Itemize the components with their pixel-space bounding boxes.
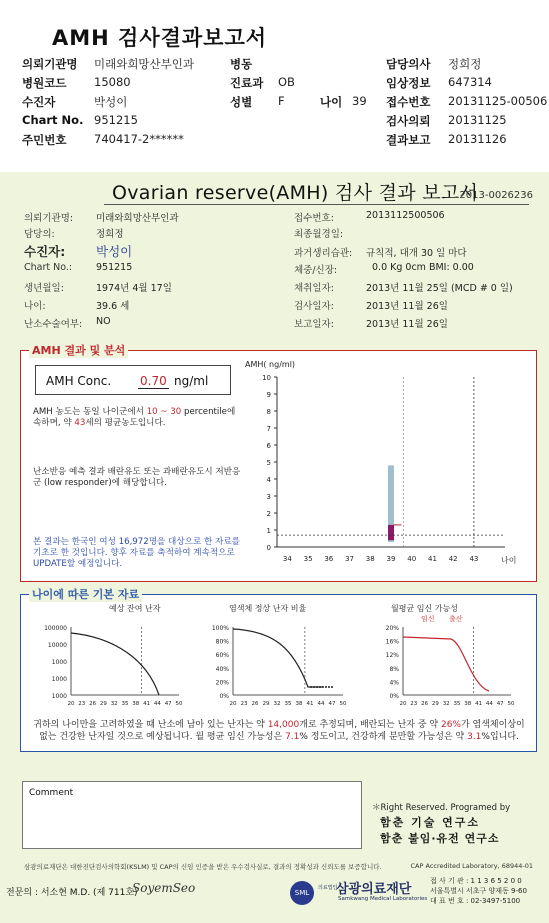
y-tick-label: 6	[266, 442, 271, 450]
age-section-heading: 나이에 따른 기본 자료	[29, 586, 142, 602]
header-value-chart-no: 951215	[94, 113, 138, 127]
y-tick-label: 3	[266, 493, 271, 501]
sml-logo-icon: SML	[290, 881, 314, 905]
mini-chart-curve	[71, 633, 159, 695]
x-tick-label: 41	[427, 555, 437, 563]
mini-y-tick-label: 0%	[219, 693, 229, 700]
lab-contact-address: 서울특별시 서초구 양재동 9-60	[430, 887, 527, 895]
x-tick-label: 38	[365, 555, 375, 563]
mini-x-tick-label: 35	[284, 701, 292, 707]
header-label-clinical-info: 임상정보	[386, 76, 431, 90]
mini-x-tick-label: 35	[453, 701, 461, 707]
amh-text-part: 세의 평균농도입니다.	[85, 418, 166, 428]
mini-x-tick-label: 35	[121, 701, 129, 707]
summary-abnormal-rate: 26%	[440, 720, 461, 730]
mini-y-tick-label: 20%	[215, 679, 229, 687]
info-label: 채취일자:	[294, 283, 334, 294]
mini-chart-point	[310, 686, 312, 688]
mini-x-tick-label: 32	[273, 701, 281, 707]
info-value: 2013년 11월 25일 (MCD # 0 일)	[366, 283, 513, 294]
mini-x-tick-label: 32	[442, 701, 450, 707]
mini-x-tick-label: 41	[143, 701, 151, 707]
info-label: Chart No.:	[24, 262, 73, 273]
mini-x-tick-label: 47	[164, 701, 172, 707]
amh-age-chart	[243, 357, 533, 573]
amh-conc-unit: ng/ml	[174, 374, 209, 388]
patient-info-row	[24, 226, 534, 242]
mini-chart-point	[313, 686, 315, 688]
summary-text: 가 염색체이상이 없는 건강한 난자일 것으로 예상됩니다. 월 평균 임신 가능성은	[39, 720, 525, 742]
amh-conc-value: 0.70	[140, 374, 167, 388]
mini-x-tick-label: 29	[99, 701, 107, 707]
percentile-range-bar	[388, 525, 394, 540]
y-tick-label: 7	[266, 425, 271, 433]
amh-result-section	[20, 344, 537, 582]
x-tick-label: 39	[386, 555, 396, 563]
mini-x-tick-label: 44	[153, 701, 161, 707]
x-tick-label: 43	[469, 555, 479, 563]
mini-chart-point	[319, 686, 321, 688]
chart-title-normal-eggs: 염색체 정상 난자 비율	[229, 604, 307, 613]
info-value: 규칙적, 대개 30 일 마다	[366, 248, 467, 259]
mini-y-tick-label: 4%	[389, 679, 399, 687]
info-value: 2013년 11월 26일	[366, 319, 448, 330]
mini-y-tick-label: 16%	[385, 638, 399, 646]
patient-info-row	[24, 298, 534, 314]
header-row	[22, 56, 542, 74]
summary-text: 귀하의 나이만을 고려하였을 때 난소에 남아 있는 난자는 약	[33, 720, 265, 730]
rights-reserved: ＊Right Reserved. Programed by	[372, 803, 511, 813]
cap-accreditation: CAP Accredited Laboratory, 68944-01	[410, 862, 533, 870]
info-value: 0.0 Kg 0cm BMI: 0.00	[372, 262, 474, 273]
amh-response-text: 난소반응 예측 결과 배란유도 또는 과배란유도시 저반응군 (low responder)에 해당합니다.	[33, 467, 241, 488]
header-value-doctor: 정희정	[448, 57, 482, 71]
title-divider	[104, 204, 529, 205]
amh-data-note: 본 결과는 한국인 여성 16,972명을 대상으로 한 자료를 기초로 한 것입니다. 향후 자료를 축적하여 계속적으로 UPDATE할 예정입니다.	[33, 537, 240, 569]
signature: SoyemSeo	[132, 881, 196, 895]
amh-concentration-box	[35, 365, 231, 395]
x-tick-label: 42	[448, 555, 458, 563]
header-label-hospital-code: 병원코드	[22, 76, 67, 90]
mini-x-tick-label: 44	[317, 701, 325, 707]
mini-chart-curve	[233, 629, 323, 687]
info-label: 나이:	[24, 301, 46, 312]
info-label: 생년월일:	[24, 283, 64, 294]
patient-info-row	[24, 280, 534, 296]
mini-y-tick-label: 1000	[51, 693, 67, 700]
header-value-resident-no: 740417-2******	[94, 132, 184, 146]
report-title: Ovarian reserve(AMH) 검사 결과 보고서	[112, 182, 479, 204]
info-value: 미래와희망산부인과	[96, 213, 179, 224]
header-label-sex: 성별	[230, 95, 253, 109]
header-label-chart-no: Chart No.	[22, 113, 84, 127]
mini-x-tick-label: 41	[475, 701, 483, 707]
header-value-age: 39	[352, 94, 367, 108]
header-row	[22, 132, 542, 150]
header-value-sex: F	[278, 94, 285, 108]
institute-tech: 함춘 기술 연구소	[380, 816, 481, 829]
mini-chart-curve	[403, 637, 489, 691]
info-label: 검사일자:	[294, 301, 334, 312]
header-label-requested: 검사의뢰	[386, 114, 431, 128]
summary-birth-rate: 3.1	[467, 732, 482, 742]
header-row	[22, 75, 542, 93]
header-label-doctor: 담당의사	[386, 57, 431, 71]
mini-x-tick-label: 29	[431, 701, 439, 707]
patient-info-row	[24, 316, 534, 332]
lab-contact-phone: 대 표 번 호 : 02-3497-5100	[430, 897, 521, 905]
mini-x-tick-label: 23	[78, 701, 86, 707]
mini-x-tick-label: 23	[240, 701, 248, 707]
header-value-institution: 미래와희망산부인과	[94, 57, 194, 71]
chart-x-axis-label: 나이	[501, 556, 517, 565]
info-label: 난소수술여부:	[24, 319, 83, 330]
patient-info-row	[24, 210, 534, 226]
age-basics-section	[20, 588, 537, 752]
pathologist: 전문의 : 서소현 M.D. (제 711호)	[6, 888, 138, 898]
chart-title-remaining-eggs: 예상 잔여 난자	[109, 604, 161, 613]
mini-x-tick-label: 41	[306, 701, 314, 707]
mini-x-tick-label: 47	[328, 701, 336, 707]
header-value-reported: 20131126	[448, 132, 507, 146]
x-tick-label: 40	[407, 555, 417, 563]
comment-label: Comment	[29, 788, 74, 798]
mini-chart-point	[328, 686, 330, 688]
y-tick-label: 8	[266, 408, 271, 416]
amh-report-sheet	[0, 172, 549, 923]
header-value-patient: 박성이	[94, 95, 128, 109]
y-tick-label: 10	[262, 374, 271, 382]
chart-title-pregnancy: 월평균 임신 가능성	[391, 604, 458, 613]
header-value-receipt-no: 20131125-00506	[448, 94, 548, 108]
amh-percentile-range: 10 ~ 30	[146, 407, 182, 417]
legend-birth: 출산	[449, 615, 463, 623]
accreditation-note: 삼광의료재단은 대한진단검사의학회(KSLM) 및 CAP의 신임 인증을 받은 우수검사실로, 결과의 정확성과 신뢰도를 보증합니다.	[24, 863, 382, 871]
comment-box	[22, 781, 362, 849]
info-label: 접수번호:	[294, 213, 334, 224]
mini-chart-point	[322, 686, 324, 688]
x-tick-label: 37	[345, 555, 355, 563]
mini-y-tick-label: 80%	[215, 638, 229, 646]
y-tick-label: 9	[266, 391, 271, 399]
institute-infertility: 함춘 불임·유전 연구소	[380, 832, 500, 845]
x-tick-label: 36	[324, 555, 334, 563]
mini-y-tick-label: 1000	[51, 659, 67, 666]
info-value: 951215	[96, 262, 133, 273]
info-value-patient: 박성이	[96, 244, 133, 259]
summary-pregnancy-rate: 7.1	[285, 732, 300, 742]
mini-x-tick-label: 38	[464, 701, 472, 707]
age-summary-text	[29, 719, 529, 743]
lab-contact-id: 접 사 기 관 : 1 1 3 6 5 2 0 0	[430, 877, 522, 885]
amh-conc-label: AMH Conc.	[46, 374, 112, 388]
mini-chart-point	[331, 686, 333, 688]
header-label-ward: 병동	[230, 57, 253, 71]
lab-name: 삼광의료재단	[336, 882, 412, 897]
mini-y-tick-label: 10000	[47, 642, 67, 649]
mini-x-tick-label: 50	[507, 701, 515, 707]
mini-x-tick-label: 26	[251, 701, 259, 707]
mini-x-tick-label: 23	[410, 701, 418, 707]
y-tick-label: 2	[266, 510, 271, 518]
mini-x-tick-label: 50	[175, 701, 183, 707]
summary-text: 개로 추정되며, 배란되는 난자 중 약	[299, 720, 439, 730]
info-label: 최종월경일:	[294, 229, 344, 240]
mini-y-tick-label: 12%	[385, 652, 399, 660]
summary-text: % 정도이고, 건강하게 분만할 가능성은 약	[299, 732, 465, 742]
logo-prefix: 의료법인	[318, 885, 338, 891]
header-label-resident-no: 주민번호	[22, 133, 67, 147]
info-label: 의뢰기관명:	[24, 213, 74, 224]
chart-y-axis-label: AMH( ng/ml)	[245, 360, 296, 369]
amh-text-part: AMH 농도는 동일 나이군에서	[33, 407, 144, 417]
info-label: 체중/신장:	[294, 265, 338, 276]
summary-text: %입니다.	[481, 732, 519, 742]
mini-y-tick-label: 1000	[51, 676, 67, 683]
patient-info-row	[24, 262, 534, 278]
mini-y-tick-label: 8%	[389, 665, 399, 673]
mini-x-tick-label: 47	[496, 701, 504, 707]
mini-y-tick-label: 100000	[44, 625, 67, 632]
y-tick-label: 5	[266, 459, 271, 467]
info-value: 39.6 세	[96, 301, 130, 312]
amh-equivalent-age: 43	[74, 418, 86, 428]
amh-percentile-text	[33, 407, 243, 429]
mini-x-tick-label: 50	[339, 701, 347, 707]
header-value-hospital-code: 15080	[94, 75, 131, 89]
info-label: 보고일자:	[294, 319, 334, 330]
y-tick-label: 0	[266, 544, 271, 552]
legend-pregnancy: 임신	[421, 615, 435, 623]
info-value: 2013년 11월 26일	[366, 301, 448, 312]
report-number: 2013-0026236	[459, 190, 533, 201]
header-value-department: OB	[278, 75, 295, 89]
header-label-age: 나이	[320, 95, 343, 109]
mini-x-tick-label: 20	[229, 701, 237, 707]
info-label-patient: 수진자:	[24, 244, 66, 259]
header-value-requested: 20131125	[448, 113, 507, 127]
y-tick-label: 1	[266, 527, 271, 535]
info-value: 1974년 4월 17일	[96, 283, 172, 294]
header-value-clinical-info: 647314	[448, 75, 492, 89]
mini-x-tick-label: 20	[399, 701, 407, 707]
lab-contact	[430, 876, 527, 906]
mini-x-tick-label: 29	[262, 701, 270, 707]
mini-x-tick-label: 26	[89, 701, 97, 707]
info-value: 2013112500506	[366, 210, 445, 221]
mini-x-tick-label: 38	[295, 701, 303, 707]
mini-x-tick-label: 26	[421, 701, 429, 707]
header-label-receipt-no: 접수번호	[386, 95, 431, 109]
header-row	[22, 113, 542, 131]
age-based-charts	[21, 597, 536, 717]
header-label-reported: 결과보고	[386, 133, 431, 147]
mini-y-tick-label: 20%	[385, 625, 399, 632]
amh-text-part: percentile에 속하며, 약	[33, 407, 236, 428]
header-label-department: 진료과	[230, 76, 264, 90]
amh-section-heading: AMH 결과 및 분석	[29, 342, 128, 358]
y-tick-label: 4	[266, 476, 271, 484]
report-header-title: AMH 검사결과보고서	[52, 26, 268, 50]
mini-y-tick-label: 60%	[215, 652, 229, 660]
info-value: NO	[96, 316, 111, 327]
info-value: 정희정	[96, 229, 124, 240]
mini-x-tick-label: 38	[132, 701, 140, 707]
mini-y-tick-label: 100%	[211, 625, 229, 632]
header-label-institution: 의뢰기관명	[22, 57, 78, 71]
lab-name-english: Samkwang Medical Laboratories	[338, 896, 428, 902]
mini-chart-point	[325, 686, 327, 688]
mini-x-tick-label: 32	[110, 701, 118, 707]
mini-x-tick-label: 44	[485, 701, 493, 707]
x-tick-label: 34	[282, 555, 292, 563]
info-label: 과거생리습관:	[294, 248, 353, 259]
mini-y-tick-label: 0%	[389, 693, 399, 700]
header-row	[22, 94, 548, 112]
patient-info-row	[24, 242, 534, 258]
mini-chart-point	[316, 686, 318, 688]
mini-x-tick-label: 20	[67, 701, 75, 707]
mini-y-tick-label: 40%	[215, 665, 229, 673]
info-label: 담당의:	[24, 229, 55, 240]
x-tick-label: 35	[303, 555, 313, 563]
header-label-patient: 수진자	[22, 95, 56, 109]
summary-remaining-eggs: 14,000	[267, 720, 300, 730]
